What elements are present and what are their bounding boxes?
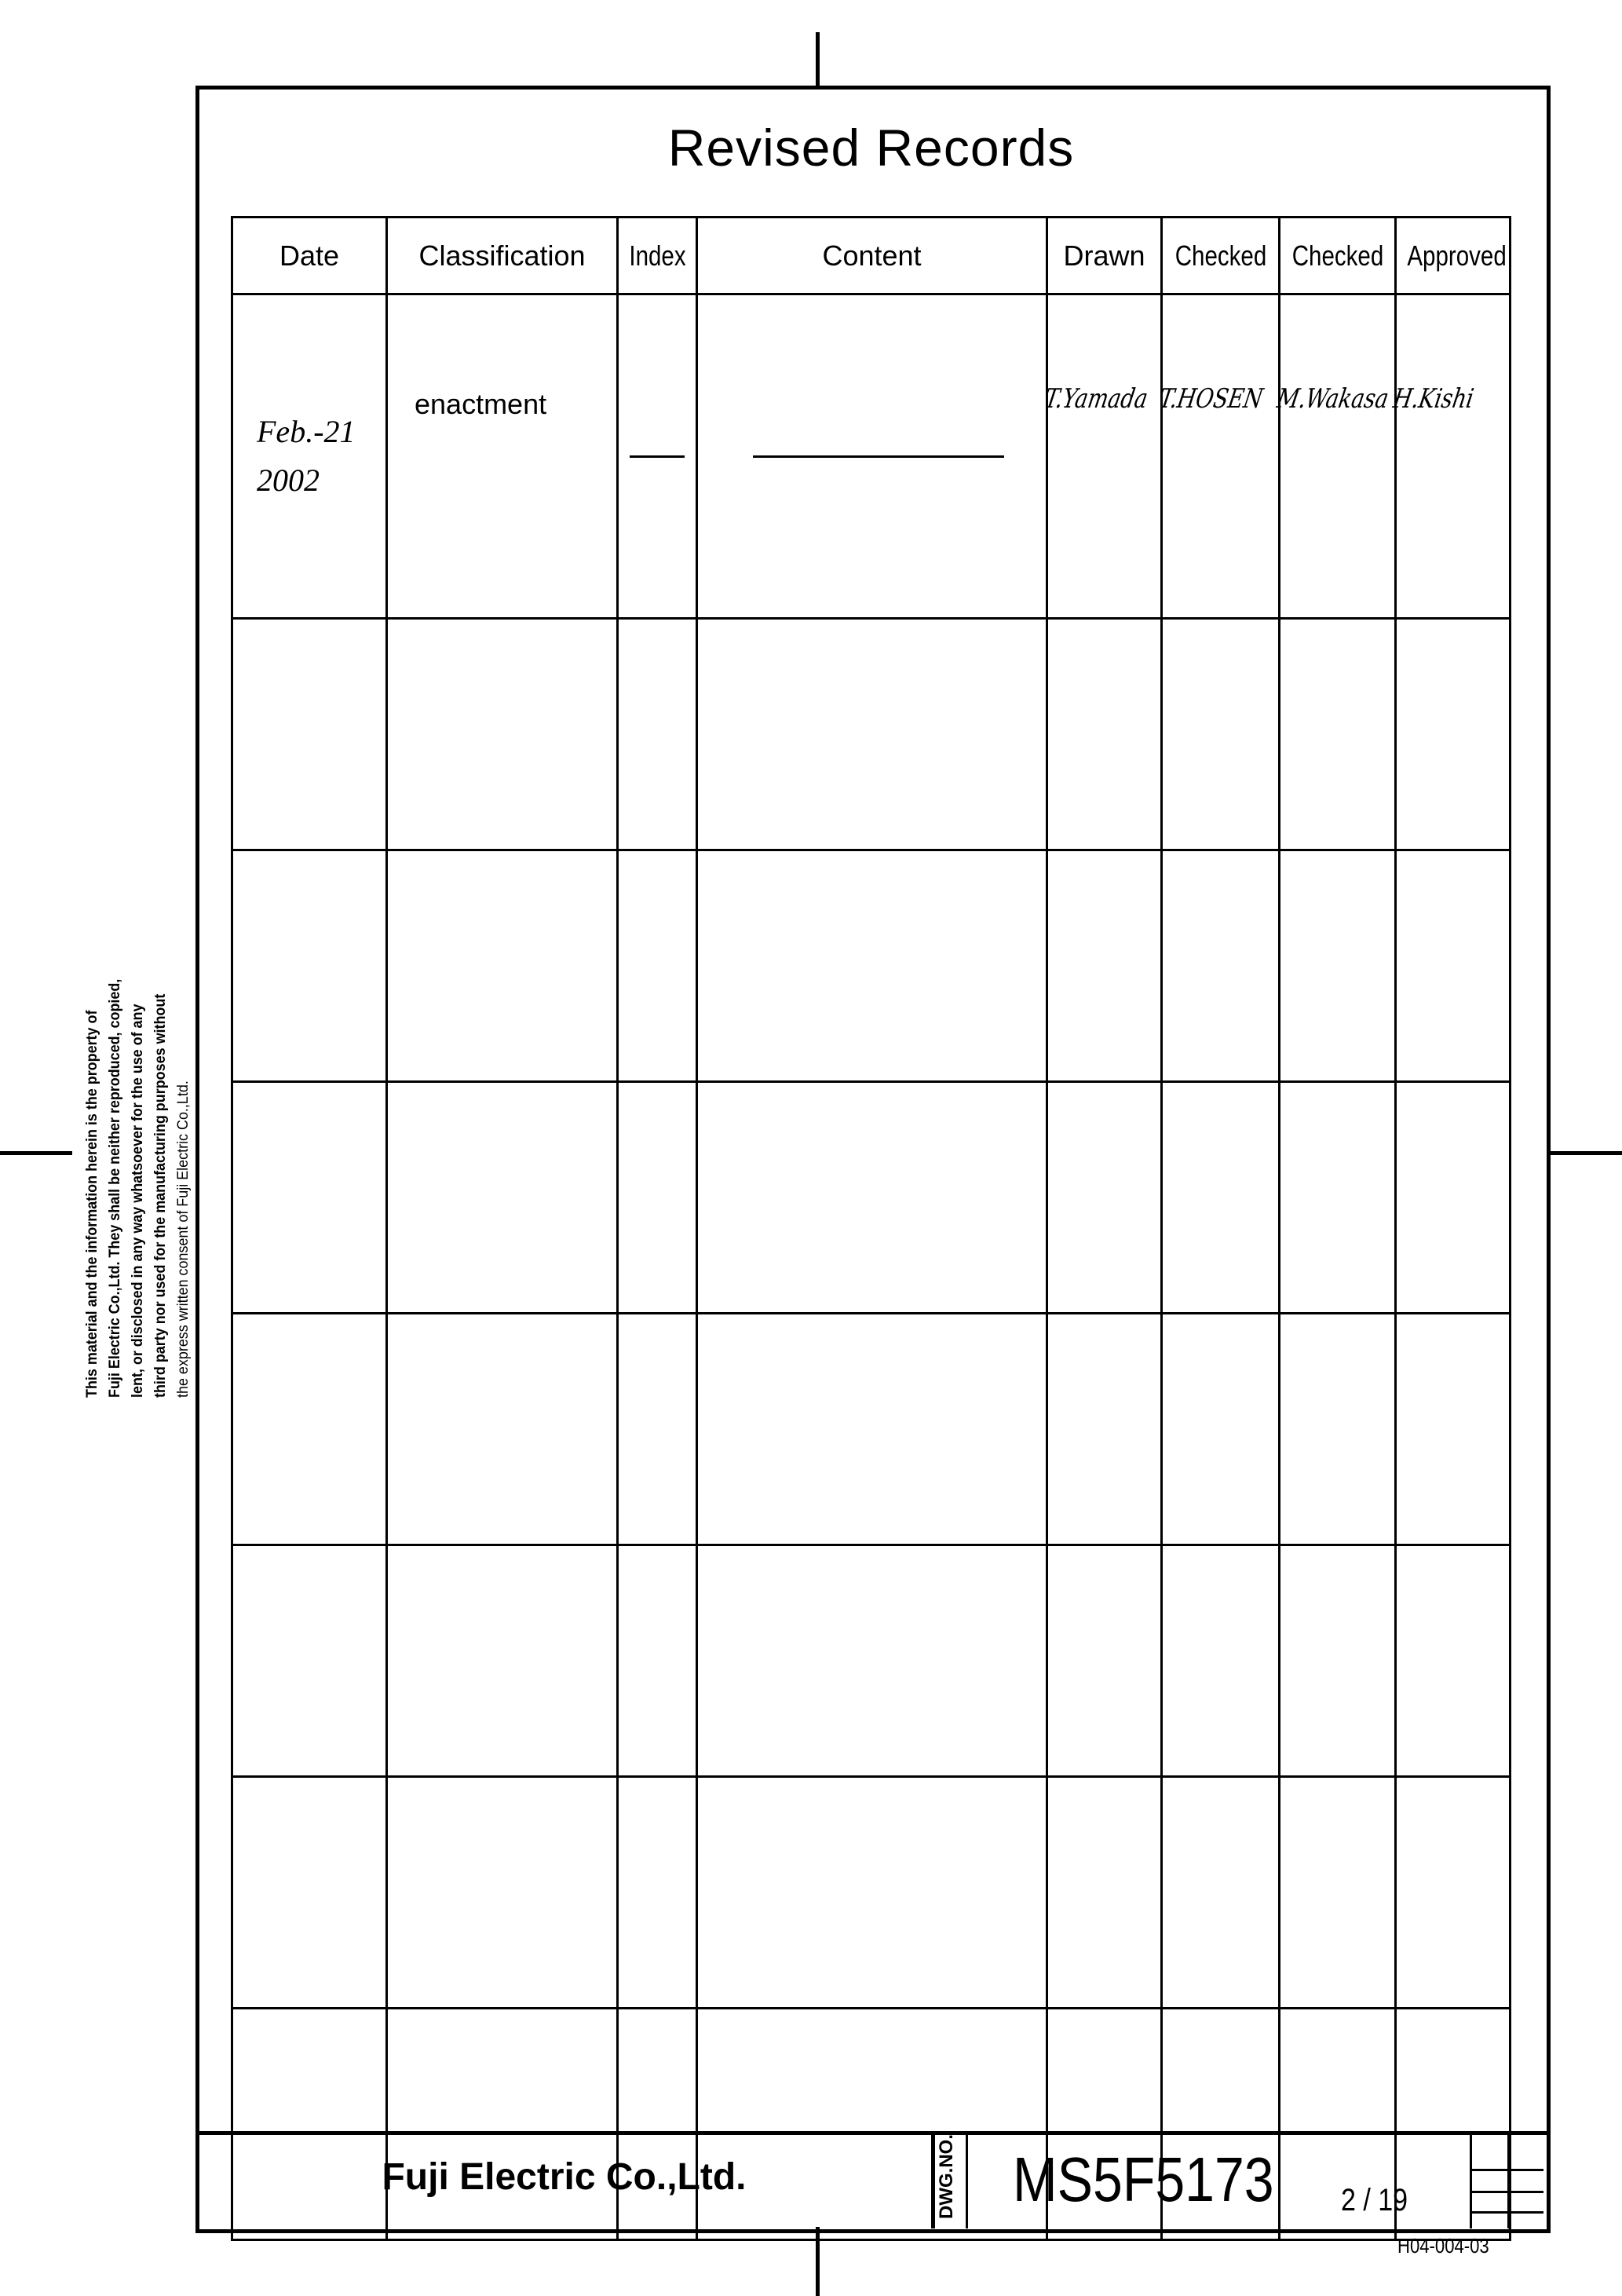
title-block-vline bbox=[966, 2131, 968, 2228]
title-block-divider bbox=[195, 2131, 1547, 2135]
header-approved: Approved bbox=[1406, 218, 1500, 294]
checked2-signature: M.Wakasa bbox=[1274, 383, 1391, 415]
notice-line: the express written consent of Fuji Electric Co.,Ltd. bbox=[174, 1080, 192, 1398]
table-row bbox=[232, 2009, 1511, 2240]
table-row bbox=[232, 294, 1511, 619]
header-drawn: Drawn bbox=[1047, 218, 1162, 294]
table-row bbox=[232, 1545, 1511, 1777]
revision-grid-hline bbox=[1470, 2211, 1543, 2214]
header-content: Content bbox=[697, 218, 1047, 294]
revised-records-table bbox=[231, 216, 1511, 2241]
company-name: Fuji Electric Co.,Ltd. bbox=[382, 2156, 747, 2198]
crop-mark-left bbox=[0, 1151, 72, 1155]
crop-mark-top bbox=[816, 32, 820, 87]
index-dash bbox=[630, 455, 685, 458]
page-title: Revised Records bbox=[667, 119, 1075, 177]
table-row bbox=[232, 619, 1511, 850]
classification-cell: enactment bbox=[387, 294, 618, 619]
drawn-signature-cell bbox=[1042, 294, 1162, 619]
date-cell bbox=[232, 294, 387, 619]
checked1-signature: T.HOSEN bbox=[1156, 383, 1266, 415]
approved-signature-cell bbox=[1390, 294, 1511, 619]
header-classification: Classification bbox=[387, 218, 618, 294]
drawing-number: MS5F5173 bbox=[1013, 2144, 1274, 2214]
index-cell bbox=[618, 294, 697, 619]
notice-line: lent, or disclosed in any way whatsoever for the use of any bbox=[129, 1004, 146, 1398]
content-dash bbox=[753, 455, 1004, 458]
table-header-row bbox=[232, 218, 1511, 294]
checked2-signature-cell bbox=[1274, 294, 1396, 619]
header-checked-2: Checked bbox=[1290, 218, 1385, 294]
date-line-1: Feb.-21 bbox=[257, 414, 356, 449]
date-line-2: 2002 bbox=[257, 462, 320, 498]
revision-grid-vline bbox=[1470, 2131, 1472, 2228]
revision-grid-vline bbox=[1507, 2131, 1510, 2228]
header-date: Date bbox=[232, 218, 387, 294]
page-number: 2 / 19 bbox=[1341, 2183, 1408, 2217]
notice-line: This material and the information herein is the property of bbox=[83, 1010, 100, 1398]
table-row bbox=[232, 1314, 1511, 1545]
notice-line: third party nor used for the manufacturing purposes without bbox=[152, 993, 169, 1398]
confidentiality-notice bbox=[81, 979, 195, 1398]
crop-mark-right bbox=[1547, 1151, 1622, 1155]
approved-signature: H.Kishi bbox=[1390, 383, 1476, 415]
checked1-signature-cell bbox=[1156, 294, 1280, 619]
header-index: Index bbox=[625, 218, 690, 294]
content-cell bbox=[697, 294, 1047, 619]
notice-line: Fuji Electric Co.,Ltd. They shall be neither reproduced, copied, bbox=[106, 978, 123, 1398]
header-checked-1: Checked bbox=[1172, 218, 1269, 294]
table-row bbox=[232, 1082, 1511, 1314]
dwg-no-label: DWG.NO. bbox=[936, 2134, 957, 2219]
drawn-signature: T.Yamada bbox=[1042, 383, 1150, 415]
table-row bbox=[232, 850, 1511, 1082]
table-row bbox=[232, 1777, 1511, 2009]
revision-grid-hline bbox=[1470, 2169, 1543, 2171]
form-code: H04-004-03 bbox=[1397, 2234, 1489, 2258]
revision-grid-hline bbox=[1470, 2191, 1543, 2193]
